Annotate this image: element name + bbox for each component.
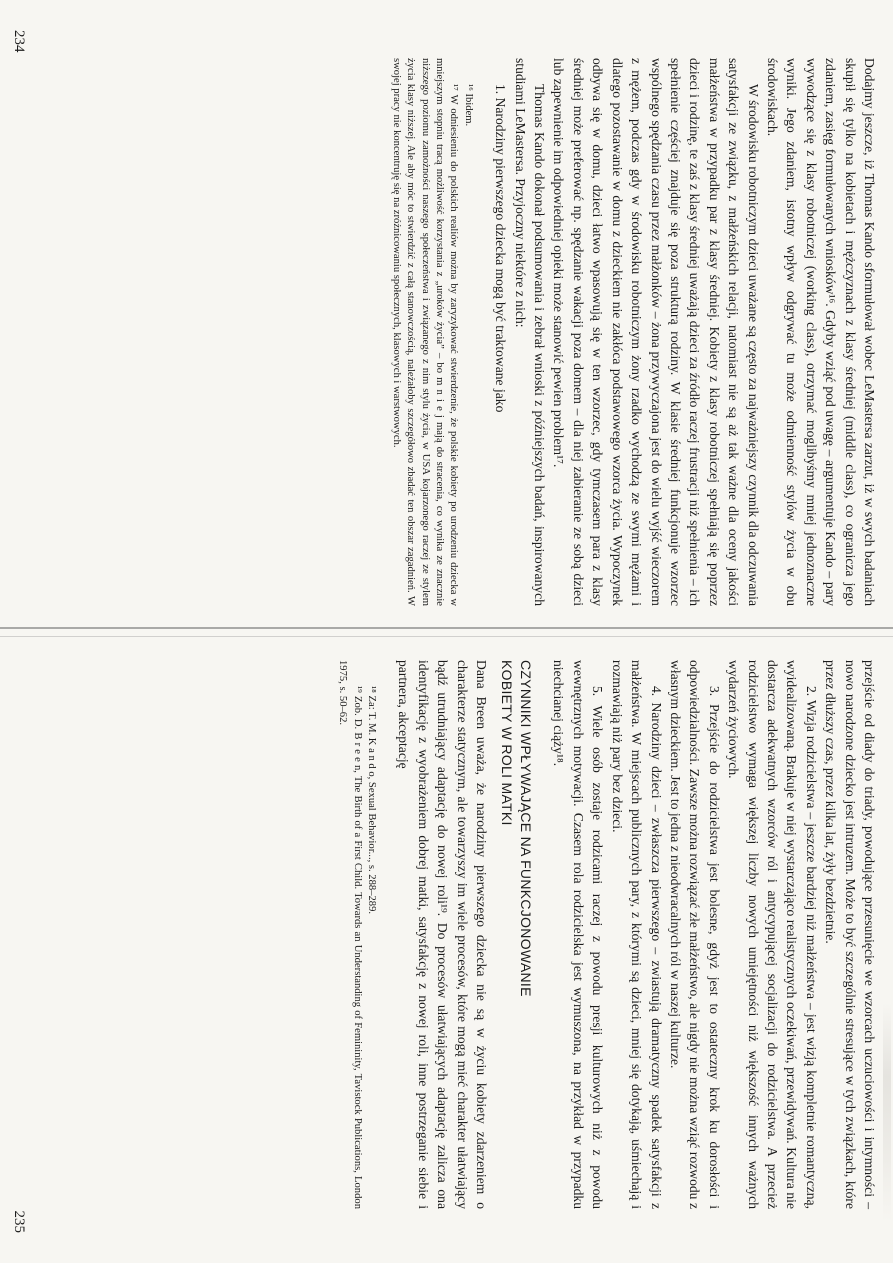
left-paragraph-4: 1. Narodziny pierwszego dziecka mogą być traktowane jako	[493, 84, 509, 413]
section-heading	[497, 660, 535, 1209]
left-page-number: 234	[11, 30, 27, 53]
section-paragraph: Dana Breen uważa, że narodziny pierwszego dziecka nie są w życiu kobiety zdarzeniem o charakterze statycznym, ale towarzyszy im wiele procesów, które mogą mieć charakter ułatwiający bądź utrudniający adaptację do nowej roli¹⁹. Do procesów ułatwiających adaptację zalicza ona identyfikację z wyobrażeniem dobrej matki, satysfakcję z nowej roli, inne postrzeganie siebie i partnera, akceptację	[396, 660, 490, 1209]
footnote-18: ¹⁸ Za: T. M. K a n d o, Sexual Behavior..., s. 288–289.	[366, 686, 378, 915]
right-footnotes	[335, 660, 378, 1209]
footnote-19: ¹⁹ Zob. D. B r e e n, The Birth of a First Child. Towards an Understanding of Femininity, Tavistock Publications, London 1975, s. 50–62.	[337, 660, 363, 1209]
left-paragraph-1: Dodajmy jeszcze, iż Thomas Kando sformułował wobec LeMastersa zarzut, iż w swych badaniach skupił się tylko na kobietach i mężczyznach z klasy średniej (middle class), co ogranicza jego zdaniem, zasięg formułowanych wniosków¹⁶. Gdyby wziąć pod uwagę – argumentuje Kando – pary wywodzące się z klasy robotniczej (working class), otrzymać moglibyśmy mniej jednoznaczne wyniki. Jego zdaniem, istotny wpływ odgrywać tu może odmienność stylów życia w obu środowiskach.	[764, 58, 877, 606]
section-heading-line-2: KOBIETY W ROLI MATKI	[499, 660, 516, 826]
left-paragraph-3: Thomas Kando dokonał podsumowania i zebrał wnioski z późniejszych badań, inspirowanych studiami LeMastersa. Przyjoczny niektóre z nich:	[512, 58, 548, 606]
right-paragraph-3: 3. Przejście do rodzicielstwa jest bolesne, gdyż jest to ostateczny krok ku dorosłości i odpowiedzialności. Zawsze można rozwiązać złe małżeństwo, ale nigdy nie można wziąć rozwodu z własnym dzieckiem. Jest to jedna z nieodwracalnych ról w naszej kulturze.	[667, 660, 722, 1209]
section-heading-line-1: CZYNNIKI WPŁYWAJĄCE NA FUNKCJONOWANIE	[518, 660, 535, 997]
left-paragraph-2: W środowisku robotniczym dzieci uważane są często za najważniejszy czynnik dla odczuwania satysfakcji ze związku, z małżeńskich relacji, natomiast nie są aż tak ważne dla oceny jakości małżeństwa w przypadku par z klasy średniej. Kobiety z klasy robotniczej spełniają się poprzez dzieci i rodzinę, te zaś z klasy średniej uważają dzieci za źródło raczej frustracji niż spełnienia – ich spełnienie częściej znajduje się poza strukturą rodziny. W klasie średniej funkcjonuje wzorzec wspólnego spędzania czasu przez małżonków – żona przywyczajona jest do wielu wyjść wieczorem z mężem, podczas gdy w środowisku robotniczym żony rzadko wychodzą ze swymi mężami i dlatego pozostawanie w domu z dzieckiem nie zakłóca podstawowego wzorca życia. Wypoczynek odbywa się w domu, dzieci łatwo wpasowują się w ten wzorzec, gdy tymczasem para z klasy średniej może preferować np. spędzanie wakacji poza domem – dla niej zabieranie ze sobą dzieci lub zapewnienie im odpowiedniej opieki może stanowić pewien problem¹⁷.	[551, 58, 761, 606]
right-paragraph-5: 5. Wiele osób zostaje rodzicami raczej z powodu presji kulturowych niż z powodu wewnętrznych motywacji. Czasem rola rodzicielska jest wymuszona, na przykład w przypadku niechcianej ciąży¹⁸.	[551, 660, 606, 1209]
right-page	[0, 632, 893, 1263]
footnote-16: ¹⁶ Ibidem.	[462, 84, 474, 127]
right-page-number: 235	[11, 1210, 27, 1233]
footnote-17: ¹⁷ W odniesieniu do polskich realiów można by zaryzykować stwierdzenie, że polskie kobiety po urodzeniu dziecka w mniejszym stopniu tracą możliwość korzystania z „uroków życia” – bo m n i e j mają do stracenia, co wynika ze znacznie niższego poziomu zamożności naszego społeczeństwa i związanego z nim stylu życia, w USA kojarzonego raczej ze stylem życia klasy niższej. Ale aby móc to stwierdzić z całą stanowczością, należałoby szczegółowo zbadać ten obszar zagadnień. W swojej pracy nie koncentruję się na zróżnicowaniu społecznych, klasowych i warstwowych.	[390, 58, 460, 606]
right-paragraph-1: przejście od diady do triady, powodujące przesunięcie we wzorcach uczuciowości i intymności – nowo narodzone dziecko jest intruzem. Może to być szczególnie stresujące w tych związkach, które przez dłuższy czas, przez kilka lat, żyły bezdzietnie.	[823, 660, 877, 1209]
right-paragraph-2: 2. Wizja rodzicielstwa – jeszcze bardziej niż małżeństwa – jest wizją kompletnie romantyczną, wyidealizowaną. Brakuje w niej wystarczająco realistycznych oczekiwań, przewidywań. Kultura nie dostarcza adekwatnych wzorców ról i antycypującej socjalizacji do rodzicielstwa. A przecież rodzicielstwo wymaga większej liczby nowych umiejętności niż większość innych ważnych wydarzeń życiowych.	[726, 660, 819, 1209]
gutter-line	[0, 627, 893, 629]
left-footnotes	[388, 58, 474, 606]
right-paragraph-4: 4. Narodziny dzieci – zwłaszcza pierwszego – zwiastują dramatyczny spadek satysfakcji z małżeństwa. W miejscach publicznych pary, z którymi są dzieci, mniej się dotykają, uśmiechają i rozmawiają niż pary bez dzieci.	[609, 660, 664, 1209]
